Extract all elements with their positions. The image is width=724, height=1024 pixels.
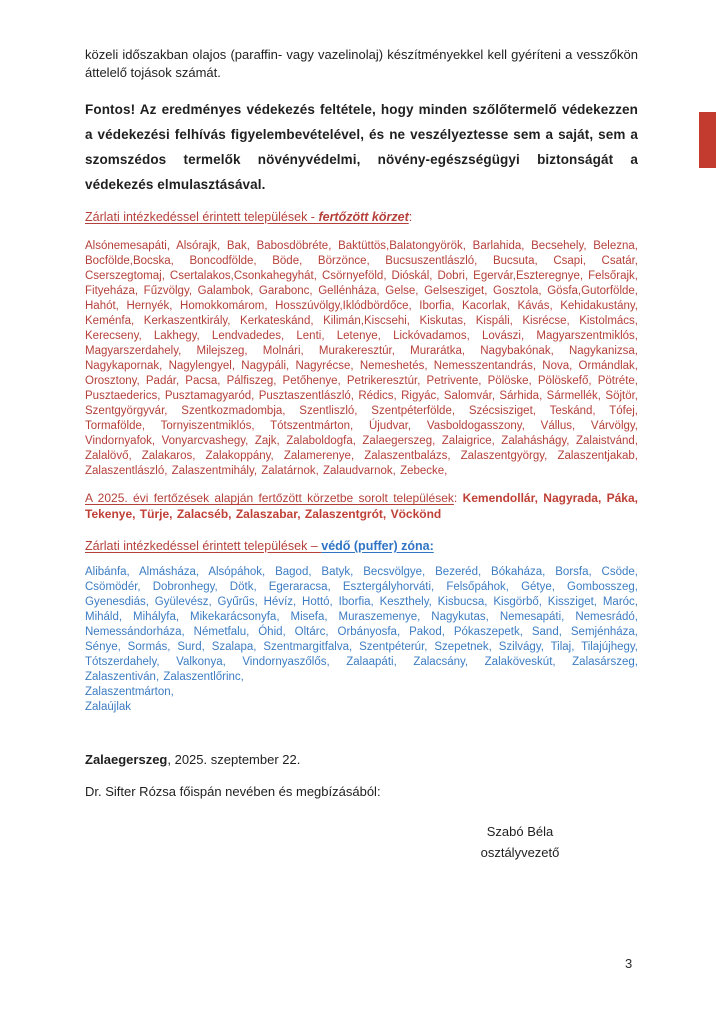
infected-zone-heading — [85, 209, 638, 225]
closing-date: , 2025. szeptember 22. — [167, 752, 301, 767]
buffer-zone-settlement-tail-1: Zalaszentmárton, — [85, 686, 174, 698]
infected-zone-heading-label: Zárlati intézkedéssel érintett települések - — [85, 210, 319, 224]
infected-zone-heading-emphasis: fertőzött körzet — [318, 210, 409, 224]
signer-title: osztályvezető — [480, 845, 560, 860]
closing-place: Zalaegerszeg — [85, 752, 168, 767]
infected-2025-paragraph — [85, 490, 638, 522]
signature-block — [420, 821, 620, 863]
buffer-zone-settlement-tail-2: Zalaújlak — [85, 701, 132, 713]
intro-paragraph: közeli időszakban olajos (paraffin- vagy vazelinolaj) készítményekkel kell gyéríteni a vesszőkön áttelelő tojások számát. — [85, 47, 638, 80]
infected-zone-heading-colon: : — [408, 210, 413, 224]
buffer-zone-heading-label: Zárlati intézkedéssel érintett települések – — [85, 539, 322, 553]
signer-name: Szabó Béla — [486, 824, 554, 839]
infected-zone-settlement-list: Alsónemesapáti, Alsórajk, Bak, Babosdöbréte, Baktüttös,Balatongyörök, Barlahida, Becsehely, Belezna, Bocfölde,Bocska, Boncodfölde, Böde, Börzönce, Bucsuszentlászló, Bucsuta, Csapi, Csatár, Cserszegtomaj, Csertalakos,Csonkahegyhát, Csörnyeföld, Dióskál, Dobri, Egervár,Eszteregnye, Felsőrajk, Fityeháza, Fűzvölgy, Galambok, Garabonc, Gellénháza, Gelse, Gelsesziget, Gosztola, Gösfa,Gutorfölde, Hahót, Hernyék, Homokkomárom, Hosszúvölgy,Iklódbördőce, Iborfia, Kacorlak, Kávás, Kehidakustány, Keménfa, Kerkaszentkirály, Kerkateskánd, Kilimán,Kiscsehi, Kiskutas, Kispáli, Kisrécse, Kistolmács, Kerecseny, Lakhegy, Lendvadedes, Lenti, Letenye, Lickóvadamos, Lovászi, Magyarszentmiklós, Magyarszerdahely, Milejszeg, Molnári, Murakeresztúr, Murarátka, Nagybakónak, Nagykanizsa, Nagykapornak, Nagylengyel, Nagypáli, Nagyrécse, Nemeshetés, Nemesszentandrás, Nova, Ormándlak, Orosztony, Padár, Pacsa, Pálfiszeg, Petőhenye, Petrikeresztúr, Petrivente, Pölöske, Pölöskefő, Pötréte, Pusztaederics, Pusztamagyaród, Pusztaszentlászló, Rédics, Rigyác, Salomvár, Sárhida, Sármellék, Söjtör, Szentgyörgyvár, Szentkozmadombja, Szentliszló, Szentpéterfölde, Szécsisziget, Teskánd, Tófej, Tormafölde, Tornyiszentmiklós, Tótszentmárton, Újudvar, Vasboldogasszony, Vállus, Várvölgy, Vindornyafok, Vonyarcvashegy, Zajk, Zalaboldogfa, Zalaegerszeg, Zalaigrice, Zalaháshágy, Zalaistvánd, Zalalövő, Zalakaros, Zalakoppány, Zalamerenye, Zalaszentbalázs, Zalaszentgyörgy, Zalaszentjakab, Zalaszentlászló, Zalaszentmihály, Zalatárnok, Zalaudvarnok, Zebecke, — [85, 240, 638, 477]
infected-2025-label: A 2025. évi fertőzések alapján fertőzött körzetbe sorolt települések — [85, 491, 454, 505]
place-date-line — [85, 751, 638, 769]
signature-intro-line: Dr. Sifter Rózsa főispán nevében és megbízásából: — [85, 784, 381, 799]
infected-2025-settlement-list: Kemendollár, Nagyrada, Páka, Tekenye, Türje, Zalacséb, Zalaszabar, Zalaszentgrót, Vöckönd — [85, 491, 638, 521]
buffer-zone-heading — [85, 538, 638, 554]
important-notice-paragraph: Fontos! Az eredményes védekezés feltétele, hogy minden szőlőtermelő védekezzen a védekezési felhívás figyelembevételével, és ne veszélyeztesse sem a saját, sem a szomszédos termelők növényvédelmi, növény-egészségügyi biztonságát a védekezés elmulasztásával. — [85, 102, 638, 192]
buffer-zone-heading-emphasis: védő (puffer) zóna: — [321, 539, 434, 553]
infected-2025-colon: : — [453, 491, 463, 505]
buffer-zone-settlement-list: Alibánfa, Almásháza, Alsópáhok, Bagod, Batyk, Becsvölgye, Bezeréd, Bókaháza, Borsfa, Csöde, Csömödér, Dobronhegy, Dötk, Egeraracsa, Esztergályhorváti, Felsőpáhok, Gétye, Gombosszeg, Gyenesdiás, Gyülevész, Gyűrűs, Hévíz, Hottó, Iborfia, Keszthely, Kisbucsa, Kisgörbő, Kissziget, Maróc, Miháld, Mihályfa, Mikekarácsonyfa, Misefa, Muraszemenye, Nagykutas, Nemesapáti, Nemesrádó, Nemessándorháza, Németfalu, Óhid, Oltárc, Orbányosfa, Pakod, Pókaszepetk, Sand, Semjénháza, Sénye, Sormás, Surd, Szalapa, Szentmargitfalva, Szentpéterúr, Szepetnek, Szilvágy, Tilaj, Tilajújhegy, Tótszerdahely, Valkonya, Vindornyaszőlős, Zalaapáti, Zalacsány, Zalaköveskút, Zalasárszeg, Zalaszentiván, Zalaszentlőrinc, — [85, 566, 638, 683]
revision-mark — [699, 112, 716, 168]
page-number: 3 — [625, 956, 633, 971]
